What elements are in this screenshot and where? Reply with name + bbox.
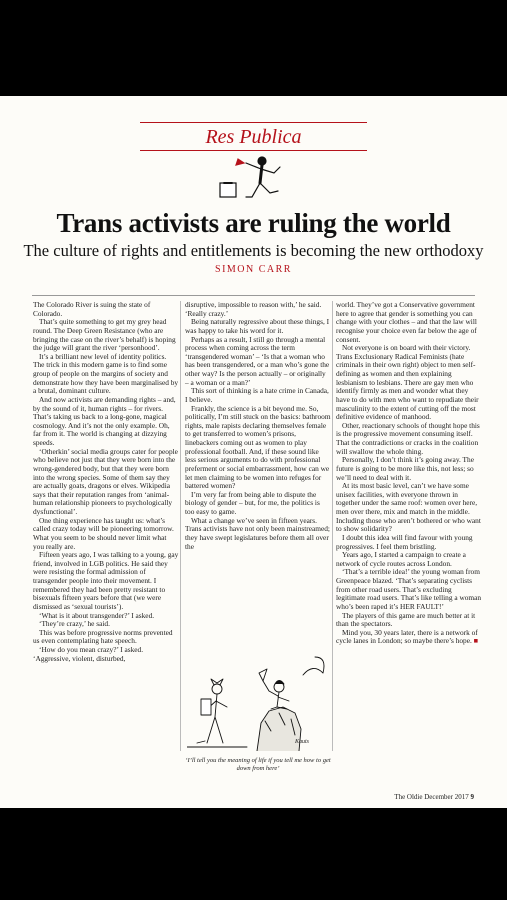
section-rule-bottom [140,150,367,151]
paragraph: Perhaps as a result, I still go through a mental process when coming across the term ‘transgendered woman’ – ‘Is that a woman who has been transgendered, or a man who’s gone the other way? Is the person actually – or originally – a woman or a man?’ [185,334,330,387]
paragraph: I’m very far from being able to dispute the biology of gender – but, for me, the politics is too easy to game. [185,489,320,516]
cartoon-caption: ‘I’ll tell you the meaning of life if you tell me how to get down from here’ [185,757,331,772]
cartoonist-signature: Kauts [295,739,310,745]
paragraph: This was before progressive norms prevented us even contemplating hate speech. [33,627,173,646]
paragraph: One thing experience has taught us: what’s called crazy today will be pioneering tomorrow. What you seem to be should never limit what you really are. [33,515,174,551]
article-column-1 [33,301,179,663]
article-headline: Trans activists are ruling the world [56,208,451,238]
article-column-3 [336,301,482,646]
cliff-cartoon-illustration [187,651,329,751]
section-rule-top [140,122,367,123]
paragraph: ‘That’s a terrible idea!’ the young woman from Greenpeace blazed. ‘That’s separating cyclists from other road users. That’s excluding legitimate road users. That’s like telling a woman who’s been raped it’s HER FAULT!’ [336,567,482,611]
section-title: Res Publica [205,126,302,148]
column-divider [180,301,181,751]
paragraph: Not everyone is on board with their victory. Trans Exclusionary Radical Feminists (hate criminals in their own right) object to men self-defining as women and then explaining lesbianism to lesbians. There are gay men who identify firmly as men and wonder what they have to do with men who want to repudiate their masculinity to the extent of cutting off the most definitive evidence of manhood. [336,343,479,422]
paragraph: disruptive, impossible to reason with,’ he said. ‘Really crazy.’ [185,300,322,318]
paragraph: This sort of thinking is a hate crime in Canada, I believe. [185,386,329,404]
paragraph: ‘What is it about transgender?’ I asked. [39,610,155,620]
article-byline: SIMON CARR [215,264,292,275]
page-footer [394,793,474,801]
paragraph: Fifteen years ago, I was talking to a young, gay friend, involved in LGB politics. He said they were resisting the formal admission of transgender people into their movement. I remembered they had been pretty resistant to bisexuals fifteen years before that (we were dismissed as ‘sexual tourists’). [33,550,179,611]
headline-divider [32,295,475,296]
paragraph: ‘Otherkin’ social media groups cater for people who believe not just that they were born into the wrong-gendered body, but that they were born into the wrong species. Some of them say they are actually goats, dragons or elves. Wikipedia says that their reputation ranges from ‘animal-human relationship pioneers to psychologically dysfunctional’. [33,446,178,516]
end-of-article-mark: ■ [473,636,479,646]
page-number: 9 [470,793,474,801]
paragraph: That’s quite something to get my grey head round. The Deep Green Resistance (who are bringing the case on the river’s behalf) is hoping the judge will grant the river ‘personhood’. [33,317,176,353]
paragraph: Personally, I don’t think it’s going away. The future is going to be more like this, not less; so we’ll need to deal with it. [336,455,474,482]
paragraph: What a change we’ve seen in fifteen years. Trans activists have not only been mainstreamed; they have swept legislatures before them all over the [185,515,330,551]
publication-name: The Oldie December 2017 [394,793,469,801]
magazine-page [0,96,507,808]
paragraph: ‘Aggressive, violent, disturbed, [33,653,126,663]
paragraph: The Colorado River is suing the state of Colorado. [33,300,151,318]
paragraph: I doubt this idea will find favour with young progressives. I feel them bristling. [336,532,473,551]
paragraph: ‘How do you mean crazy?’ I asked. [39,645,144,654]
paragraph: It’s a brilliant new level of identity politics. The trick in this modern game is to find some group of people on the margins of society and demonstrate how they have been marginalised by a brutal, dominant culture. [33,351,179,396]
paragraph [336,629,482,646]
paragraph: Frankly, the science is a bit beyond me. So, politically, I’m still stuck on the basics: bathroom rights, male rapists declaring themselves female to get transferred to women’s prisons, linebackers coming out as women to play professional football. And, if these sound like less serious arguments to do with professional preferment or social embarrassment, how can we let men claiming to be women into refuges for battered women? [185,403,331,491]
article-standfirst: The culture of rights and entitlements is becoming the new orthodoxy [23,241,484,260]
ballot-box-cartoon-illustration [216,153,296,205]
paragraph: world. They’ve got a Conservative government here to agree that gender is something you can change with your clothes – and that the law will recognise your choice even far below the age of consent. [336,300,477,344]
paragraph-text: Mind you, 30 years later, there is a network of cycle lanes in London; so maybe there’s hope. [336,627,478,646]
paragraph: Years ago, I started a campaign to create a network of cycle routes across London. [336,550,466,568]
paragraph: ‘They’re crazy,’ he said. [39,619,110,629]
column-divider [332,301,333,751]
paragraph: And now activists are demanding rights – and, by the sound of it, human rights – for rivers. That’s taking us back to a long-gone, magical cosmology. And it’s not the only example. Oh, far from it. The world is changing at dizzying speeds. [33,394,176,447]
paragraph: Other, reactionary schools of thought hope this is the progressive movement consuming itself. That the contradictions or cracks in the coalition will swallow the whole thing. [336,420,480,456]
article-column-2 [185,301,331,551]
paragraph: At its most basic level, can’t we have some unisex facilities, with everyone thrown in together under the same roof: women over here, men over there, mix and match in the middle. Including those who aren’t bothered or who want to show solidarity? [336,481,481,534]
paragraph: The players of this game are much better at it than the spectators. [336,610,476,629]
paragraph: Being naturally regressive about these things, I was happy to take his word for it. [185,317,330,335]
